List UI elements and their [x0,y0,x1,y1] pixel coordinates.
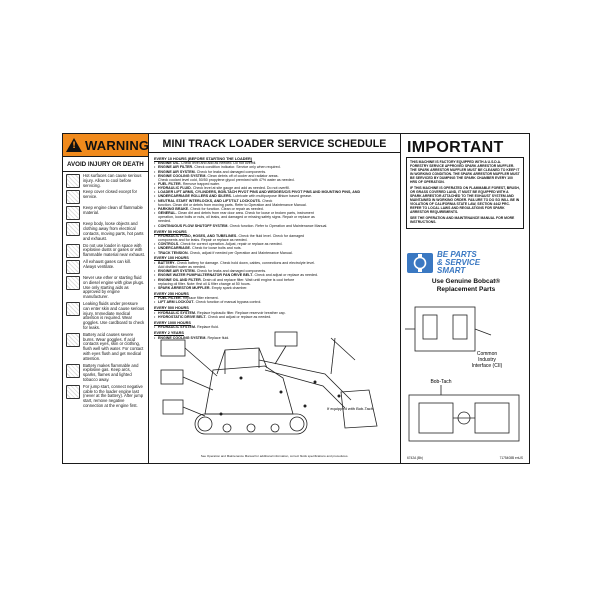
schedule-line-text: - Replace fluid. [194,325,219,330]
schedule-line-text: - Check for loose bolts and nuts. [189,246,242,251]
schedule-line-label: GENERAL [158,211,176,216]
schedule-line-label: HYDRAULIC FLUID, HOSES, AND TUBELINES [158,233,237,238]
schedule-line-label: CONTROLS [158,242,179,247]
schedule-line-text: - Check condition indicator. Service only when required. [192,165,281,170]
bullet-icon: • [154,233,156,238]
bullet-icon: • [154,246,156,251]
schedule-line-text: - Check for leaks and damaged components. [194,169,267,174]
part-number-right: 7175408B enUS [499,456,523,460]
warning-item-text: Leaking fluids under pressure can enter skin and cause serious injury. Immediate medical attention is required. Wear goggles. Use cardboard to check for leaks. [83,300,145,330]
schedule-line-text: - Empty spark chamber. [209,285,248,290]
schedule-line-label: UNDERCARRIAGE ROLLERS AND IDLERS [158,194,231,199]
bullet-icon: • [154,325,156,330]
schedule-line-label: LOADER LIFT ARMS, CYLINDERS, BOB-TACH PIVOT PINS AND WEDGES/C/S PIVOT PINS AND MOUNTING PINS, AND [158,190,361,195]
warning-item [63,242,148,258]
schedule-line-label: ENGINE AIR SYSTEM [158,169,195,174]
schedule-line-text: - Drain oil and replace filter. Wait until engine is cool before [200,277,295,282]
schedule-line-text: - Check [259,198,273,203]
service-decal [62,133,530,464]
logo-line-2: & SERVICE [437,258,481,267]
schedule-line-label: ENGINE AIR FILTER [158,165,193,170]
schedule-section-heading: EVERY 500 HOURS [154,306,189,311]
bullet-icon: • [154,242,156,247]
important-paragraph: THIS MACHINE IS FACTORY EQUIPPED WITH A U.S.D.A. FORESTRY SERVICE APPROVED SPARK ARRESTOR MUFFLER. THE SPARK ARRESTOR MUFFLER MUST BE CLEANED TO KEEP IT IN WORKING CONDITION. THE SPARK ARRESTOR MUFFLER MUST BE SERVICED BY DUMPING THE SPARK CHAMBER EVERY 100 HRS OF OPERATION. [410,160,520,184]
warning-item-text: Hot surfaces can cause serious injury. Allow to cool before servicing. [83,173,142,188]
warning-item [63,172,148,188]
bullet-icon: • [154,296,156,301]
warning-item [63,331,148,362]
schedule-section-heading: EVERY 50 HOURS [154,229,187,234]
bullet-icon: • [154,269,156,274]
schedule-line-label: LIFT ARM LOCKOUT [158,300,194,305]
warning-item [63,220,148,241]
logo-line-1: BE PARTS [437,250,477,259]
logo-line-3: SMART [437,266,466,275]
bullet-icon: • [154,161,156,166]
warning-item-text: Keep engine clean of flammable material. [83,205,143,216]
warning-item-text: Keep cover closed except for service. [83,189,138,200]
schedule-line [154,325,396,329]
schedule-line-text: - Replace filter element. [180,296,219,301]
schedule-line-text: - Lubricate with multipurpose lithium based grease. [230,194,313,199]
schedule-section-heading: EVERY 2 YEARS [154,331,184,336]
schedule-line-label: CONTINUOUS FLOW SHUTOFF SYSTEM [158,223,228,228]
part-numbers [407,456,523,460]
bullet-icon: • [154,190,156,195]
bullet-icon: • [154,335,156,340]
schedule-line-label: ENGINE OIL AND FILTER [158,277,201,282]
bullet-icon: • [154,277,156,282]
hazard-pictogram-icon [66,364,80,378]
bullet-icon: • [154,211,156,216]
logo-sub-1: Use Genuine Bobcat® [431,278,501,285]
warning-item [63,274,148,300]
hazard-pictogram-icon [66,174,80,188]
warning-item [63,383,148,409]
schedule-line-text: needed. [158,219,171,224]
bullet-icon: • [154,173,156,178]
schedule-line-text: - Remove trapped water. [180,181,220,186]
warning-item-text: Do not use loader in space with explosive dusts or gases or with flammable material near exhaust. [83,242,145,258]
equipped-label: If equipped with Bob-Tach [327,406,374,411]
warning-item-text: Battery makes flammable and explosive gas. Keep arcs, sparks, flames and lighted tobacco away. [83,362,139,382]
warning-item-text: Keep body, loose objects and clothing away from electrical contacts, moving parts, hot parts and exhaust. [83,221,144,241]
bullet-icon: • [154,223,156,228]
warning-item-text: All exhaust gases can kill. Always ventilate. [83,258,131,269]
schedule-line [154,251,396,255]
warning-item [63,258,148,274]
schedule-line-text: - Check, adjust if needed per Operation and Maintenance Manual. [187,250,293,255]
warning-item [63,188,148,204]
important-box [406,157,524,229]
schedule-line-text: Add distilled water as needed. [158,265,206,270]
schedule-line-label: TRACK TENSION [158,250,188,255]
schedule-line [154,300,396,304]
schedule-line-label: BATTERY [158,260,175,265]
important-paragraph: SEE THE OPERATION AND MAINTENANCE MANUAL FOR MORE INSTRUCTIONS. [410,216,515,224]
bullet-icon: • [154,314,156,319]
schedule-line-label: FUEL FILTER [158,181,181,186]
important-paragraph: IF THIS MACHINE IS OPERATED ON FLAMMABLE FOREST, BRUSH, OR GRASS COVERED LAND, IT MUST BE EQUIPPED WITH A SPARK ARRESTOR ATTACHED TO THE EXHAUST SYSTEM AND MAINTAINED IN WORKING ORDER. FAILURE TO DO SO WILL BE IN VIOLATION OF CALIFORNIA STATE LAW, SECTION 4442 PRC. REFER TO LOCAL LAWS AND REGULATIONS FOR SPARK ARRESTOR REQUIREMENTS. [410,186,520,214]
schedule-line-text: function. Clean dirt or debris from moving parts. Refer to Operation and Maintenance Manual. [158,202,307,207]
bullet-icon: • [154,310,156,315]
important-title: IMPORTANT [407,139,504,156]
schedule-line-text: - Replace hydraulic filter. Replace reservoir breather cap. [194,310,286,315]
hazard-pictogram-icon [66,302,80,316]
bobtach-label: Bob-Tach [430,379,452,385]
hazard-pictogram-icon [66,190,80,204]
bullet-icon: • [154,186,156,191]
schedule-line-label: HYDROSTATIC DRIVE BELT [158,314,206,319]
hazard-pictogram-icon [66,222,80,236]
schedule-line-label: ENGINE COOLING SYSTEM [158,173,206,178]
warning-item [63,362,148,383]
track-loader-illustration-icon [155,330,395,448]
attachment-interface-diagram-icon [401,299,531,449]
bullet-icon: • [154,285,156,290]
important-text [410,160,520,224]
schedule-line-label: ENGINE COOLING SYSTEM [158,335,206,340]
part-number-left: 6742A (Bb) [407,456,423,460]
warning-triangle-icon: ! [66,138,82,152]
schedule-line-text: replacing oil filter. Note: first oil & filter change at 50 hours. [158,281,251,286]
schedule-line-label: ENGINE AIR SYSTEM [158,269,195,274]
schedule-line-text: - Check and adjust or replace as needed. [205,314,272,319]
logo-sub-2: Replacement Parts [436,285,496,293]
schedule-title: MINI TRACK LOADER SERVICE SCHEDULE [149,134,400,153]
schedule-line-text: Check coolant level cold, 50/50 propylene glycol premixed with 47% water as needed. [158,177,295,182]
schedule-line-text: - Replace fluid. [205,335,230,340]
bullet-icon: • [154,169,156,174]
parts-smart-logo [407,251,525,295]
warning-item-text: Battery acid causes severe burns. Wear goggles. If acid contacts eyes, skin or clothing, flush well with water. For contact with eyes flush and get medical attention. [83,331,144,361]
warning-item [63,204,148,220]
schedule-line-text: components and for leaks. Repair or replace as needed. [158,238,248,243]
schedule-line-label: ENGINE WATER PUMP/ALTERNATOR FAN DRIVE BELT [158,273,253,278]
schedule-line [154,224,396,228]
warning-item-text: Never use ether or starting fluid on diesel engine with glow plugs. Use only starting aids as approved by engine manufacturer. [83,274,145,300]
schedule-line-label: HYDRAULIC SYSTEM [158,325,195,330]
schedule-line-text: - Check function. Refer to Operation and Maintenance Manual. [227,223,328,228]
bullet-icon: • [154,250,156,255]
schedule-section-heading: EVERY 250 HOURS [154,291,189,296]
warning-subtitle: AVOID INJURY OR DEATH [63,157,148,172]
schedule-line-text: - Check and adjust or replace as needed. [252,273,319,278]
bullet-icon: • [154,194,156,199]
schedule-line-label: PARKING BRAKE [158,206,189,211]
hazard-pictogram-icon [66,333,80,347]
warning-item [63,300,148,331]
bullet-icon: • [154,165,156,170]
warning-header [63,134,148,157]
bullet-icon: • [154,206,156,211]
bullet-icon: • [154,273,156,278]
schedule-section-heading: EVERY 100 HOURS [154,256,189,261]
schedule-line-text: - Check function of manual bypass control. [193,300,262,305]
schedule-footer: See Operation and Maintenance Manual for additional information, correct fluids specifications and procedures. [200,454,349,459]
hazard-pictogram-icon [66,260,80,274]
bullet-icon: • [154,300,156,305]
interface-label-2: Industry [478,357,496,363]
schedule-line-text: - Check level at site gauge and add as needed. Do not overfill. [190,186,290,191]
schedule-line [154,286,396,290]
schedule-line-text: operation, loose bolts or nuts, oil leaks, and damaged or missing safety signs. Repair or replace as [158,215,315,220]
schedule-line-text: - Check battery for damage. Check hold down, cables, connections and electrolyte level. [174,260,316,265]
schedule-line-label: HYDRAULIC SYSTEM [158,310,195,315]
interface-label-1: Common [476,351,498,357]
schedule-line-text: - Check level and add as needed. Do not overfill. [178,161,257,166]
schedule-line-text: - Check for function. Clean or repair as needed. [188,206,264,211]
warning-title: WARNING [85,137,150,153]
interface-label-3: Interface (CII) [471,363,503,369]
bullet-icon: • [154,198,156,203]
schedule-line-text: - Clean dirt and debris from rear door area. Check for loose or broken parts, instrument [175,211,314,216]
hazard-pictogram-icon [66,276,80,290]
schedule-line-label: SPARK ARRESTOR MUFFLER [158,285,210,290]
hazard-pictogram-icon [66,244,80,258]
important-column [401,134,529,463]
bullet-icon: • [154,181,156,186]
schedule-line-text: - Check for correct operation. Adjust, repair or replace as needed. [178,242,283,247]
schedule-line-label: HYDRAULIC FLUID [158,186,191,191]
hazard-pictogram-icon [66,385,80,399]
service-schedule [149,134,401,463]
parts-gear-icon [407,253,433,273]
bullet-icon: • [154,260,156,265]
schedule-section-heading: EVERY 1000 HOURS [154,320,191,325]
schedule-line-label: UNDERCARRIAGE [158,246,190,251]
schedule-section-heading: EVERY 10 HOURS (BEFORE STARTING THE LOADER) [154,156,253,161]
warning-item-text: For jump start, connect negative cable to the loader engine last (never at the battery). After jump start, remove negative connection at the engine first. [83,383,144,408]
schedule-line-label: ENGINE OIL [158,161,179,166]
warning-column [63,134,149,463]
schedule-line-label: FUEL FILTER [158,296,181,301]
warning-items [63,172,148,409]
schedule-line-text: - Check for leaks and damaged components. [194,269,267,274]
schedule-line-text: - Clean debris off of cooler and radiator areas. [205,173,279,178]
hazard-pictogram-icon [66,206,80,220]
schedule-line-text: - Check the fluid level. Check for damaged [236,233,305,238]
schedule-body [149,153,400,340]
schedule-line-label: NEUTRAL START INTERLOCKS, AND LIFT/TILT LOCKOUTS [158,198,260,203]
schedule-line [154,315,396,319]
